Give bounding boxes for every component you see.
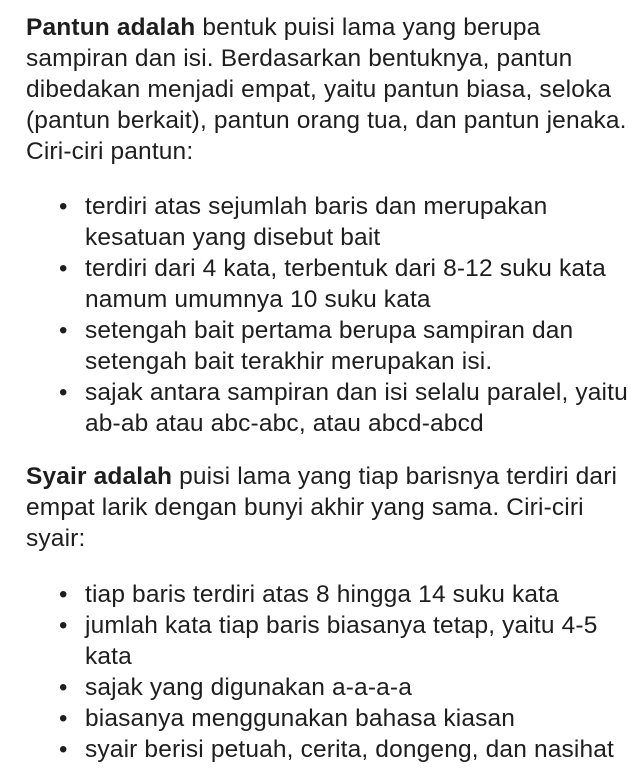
list-item xyxy=(26,703,632,734)
list-item xyxy=(26,579,632,610)
list-item xyxy=(26,253,632,315)
bullet-icon: • xyxy=(59,612,68,639)
bullet-icon: • xyxy=(59,379,68,406)
bullet-icon: • xyxy=(59,705,68,732)
list-item-text: sajak yang digunakan a-a-a-a xyxy=(85,674,412,701)
pantun-term: Pantun adalah xyxy=(26,14,196,41)
syair-term: Syair adalah xyxy=(26,463,173,490)
list-item-text: syair berisi petuah, cerita, dongeng, dan nasihat xyxy=(85,736,614,763)
list-item-text: sajak antara sampiran dan isi selalu paralel, yaitu ab-ab atau abc-abc, atau abcd-abcd xyxy=(85,379,628,437)
list-item xyxy=(26,315,632,377)
pantun-characteristics-list xyxy=(26,191,632,439)
syair-definition xyxy=(26,461,632,554)
list-item-text: setengah bait pertama berupa sampiran dan setengah bait terakhir merupakan isi. xyxy=(85,317,574,375)
list-item xyxy=(26,734,632,765)
list-item-text: terdiri atas sejumlah baris dan merupakan kesatuan yang disebut bait xyxy=(85,193,548,251)
bullet-icon: • xyxy=(59,674,68,701)
bullet-icon: • xyxy=(59,193,68,220)
list-item-text: jumlah kata tiap baris biasanya tetap, yaitu 4-5 kata xyxy=(85,612,598,670)
pantun-definition-text: bentuk puisi lama yang berupa sampiran dan isi. Berdasarkan bentuknya, pantun dibedakan menjadi empat, yaitu pantun biasa, seloka (pantun berkait), pantun orang tua, dan pantun jenaka. Ciri-ciri pantun: xyxy=(26,14,627,165)
list-item xyxy=(26,191,632,253)
bullet-icon: • xyxy=(59,736,68,763)
list-item xyxy=(26,610,632,672)
list-item-text: tiap baris terdiri atas 8 hingga 14 suku kata xyxy=(85,581,559,608)
article-body xyxy=(26,12,632,765)
syair-definition-text: puisi lama yang tiap barisnya terdiri dari empat larik dengan bunyi akhir yang sama. Ciri-ciri syair: xyxy=(26,463,618,552)
syair-characteristics-list xyxy=(26,579,632,765)
list-item-text: biasanya menggunakan bahasa kiasan xyxy=(85,705,516,732)
pantun-definition xyxy=(26,12,632,167)
bullet-icon: • xyxy=(59,317,68,344)
list-item xyxy=(26,377,632,439)
list-item xyxy=(26,672,632,703)
bullet-icon: • xyxy=(59,255,68,282)
bullet-icon: • xyxy=(59,581,68,608)
list-item-text: terdiri dari 4 kata, terbentuk dari 8-12 suku kata namum umumnya 10 suku kata xyxy=(85,255,606,313)
